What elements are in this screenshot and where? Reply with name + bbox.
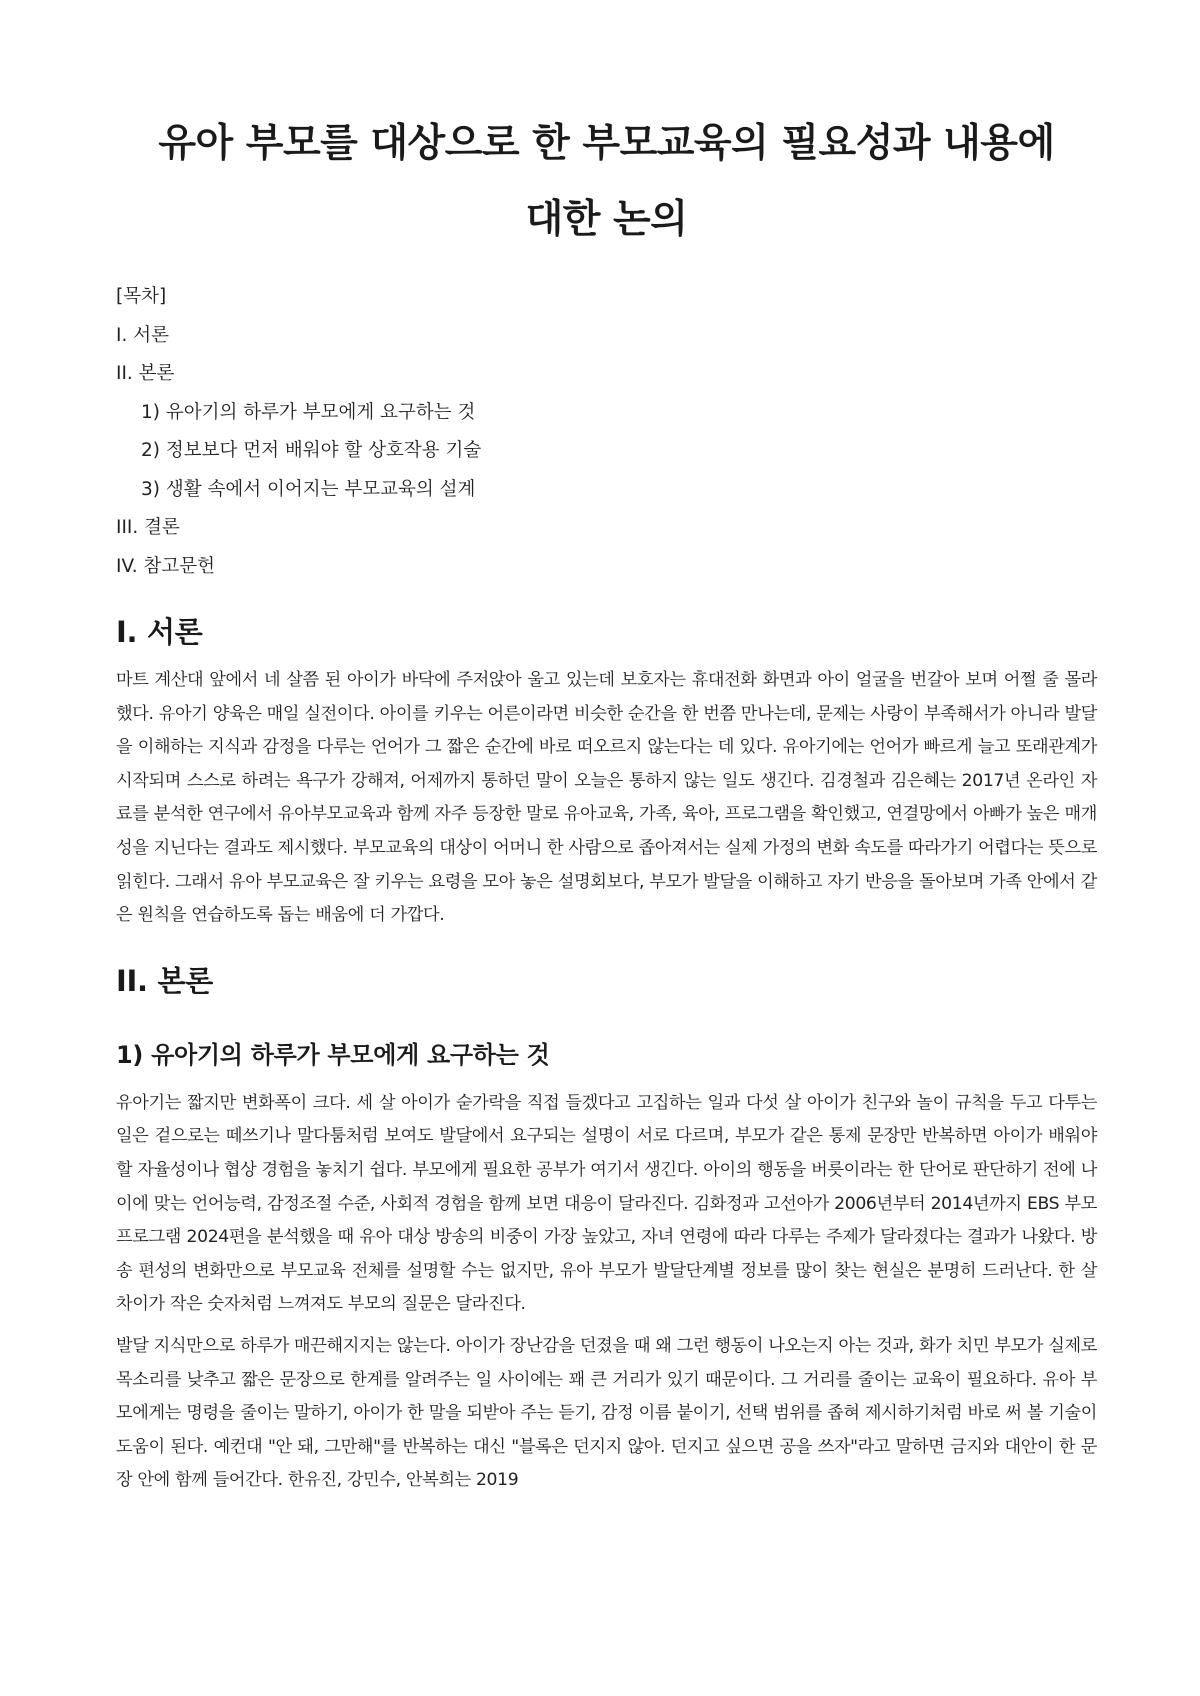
subsection-heading-1: 1) 유아기의 하루가 부모에게 요구하는 것: [116, 1040, 550, 1069]
toc-item-conclusion: III. 결론: [116, 517, 180, 538]
section-heading-intro: I. 서론: [116, 615, 203, 649]
toc-heading: [목차]: [116, 286, 167, 307]
toc-item-body-3: 3) 생활 속에서 이어지는 부모교육의 설계: [141, 478, 476, 500]
section-heading-body: II. 본론: [116, 963, 213, 998]
toc-item-body-2: 2) 정보보다 먼저 배워야 할 상호작용 기술: [141, 440, 482, 461]
toc-item-body: II. 본론: [116, 363, 175, 384]
table-of-contents: [116, 278, 1097, 586]
document-title: 유아 부모를 대상으로 한 부모교육의 필요성과 내용에 대한 논의: [158, 121, 1055, 242]
body-paragraph-2: 발달 지식만으로 하루가 매끈해지지는 않는다. 아이가 장난감을 던졌을 때 왜 그런 행동이 나오는지 아는 것과, 화가 치민 부모가 실제로 목소리를 낮추고 짧은 문장으로 한계를 알려주는 일 사이에는 꽤 큰 거리가 있기 때문이다. 그 거리를 줄이는 교육이 필요하다. 유아 부모에게는 명령을 줄이는 말하기, 아이가 한 말을 되받아 주는 듣기, 감정 이름 붙이기, 선택 범위를 좁혀 제시하기처럼 바로 써 볼 기술이 도움이 된다. 예컨대 "안 돼, 그만해"를 반복하는 대신 "블록은 던지지 않아. 던지고 싶으면 공을 쓰자"라고 말하면 금지와 대안이 한 문장 안에 함께 들어간다. 한유진, 강민수, 안복희는 2019: [116, 1335, 1097, 1491]
toc-item-body-1: 1) 유아기의 하루가 부모에게 요구하는 것: [141, 401, 476, 423]
toc-item-intro: I. 서론: [116, 324, 169, 346]
intro-paragraph: 마트 계산대 앞에서 네 살쯤 된 아이가 바닥에 주저앉아 울고 있는데 보호자는 휴대전화 화면과 아이 얼굴을 번갈아 보며 어쩔 줄 몰라 했다. 유아기 양육은 매일 실전이다. 아이를 키우는 어른이라면 비슷한 순간을 한 번쯤 만나는데, 문제는 사랑이 부족해서가 아니라 발달을 이해하는 지식과 감정을 다루는 언어가 그 짧은 순간에 바로 떠오르지 않는다는 데 있다. 유아기에는 언어가 빠르게 늘고 또래관계가 시작되며 스스로 하려는 욕구가 강해져, 어제까지 통하던 말이 오늘은 통하지 않는 일도 생긴다. 김경철과 김은혜는 2017년 온라인 자료를 분석한 연구에서 유아부모교육과 함께 자주 등장한 말로 유아교육, 가족, 육아, 프로그램을 확인했고, 연결망에서 아빠가 높은 매개성을 지닌다는 결과도 제시했다. 부모교육의 대상이 어머니 한 사람으로 좁아져서는 실제 가정의 변화 속도를 따라가기 어렵다는 뜻으로 읽힌다. 그래서 유아 부모교육은 잘 키우는 요령을 모아 놓은 설명회보다, 부모가 발달을 이해하고 자기 반응을 돌아보며 가족 안에서 같은 원칙을 연습하도록 돕는 배움에 더 가깝다.: [116, 670, 1097, 926]
body-paragraph-1: 유아기는 짧지만 변화폭이 크다. 세 살 아이가 숟가락을 직접 들겠다고 고집하는 일과 다섯 살 아이가 친구와 놀이 규칙을 두고 다투는 일은 겉으로는 떼쓰기나 말다툼처럼 보여도 발달에서 요구되는 설명이 서로 다르며, 부모가 같은 통제 문장만 반복하면 아이가 배워야 할 자율성이나 협상 경험을 놓치기 쉽다. 부모에게 필요한 공부가 여기서 생긴다. 아이의 행동을 버릇이라는 한 단어로 판단하기 전에 나이에 맞는 언어능력, 감정조절 수준, 사회적 경험을 함께 보면 대응이 달라진다. 김화정과 고선아가 2006년부터 2014년까지 EBS 부모 프로그램 2024편을 분석했을 때 유아 대상 방송의 비중이 가장 높았고, 자녀 연령에 따라 다루는 주제가 달라졌다는 결과가 나왔다. 방송 편성의 변화만으로 부모교육 전체를 설명할 수는 없지만, 유아 부모가 발달단계별 정보를 많이 찾는 현실은 분명히 드러난다. 한 살 차이가 작은 숫자처럼 느껴져도 부모의 질문은 달라진다.: [116, 1092, 1097, 1315]
toc-item-references: IV. 참고문헌: [116, 555, 215, 577]
